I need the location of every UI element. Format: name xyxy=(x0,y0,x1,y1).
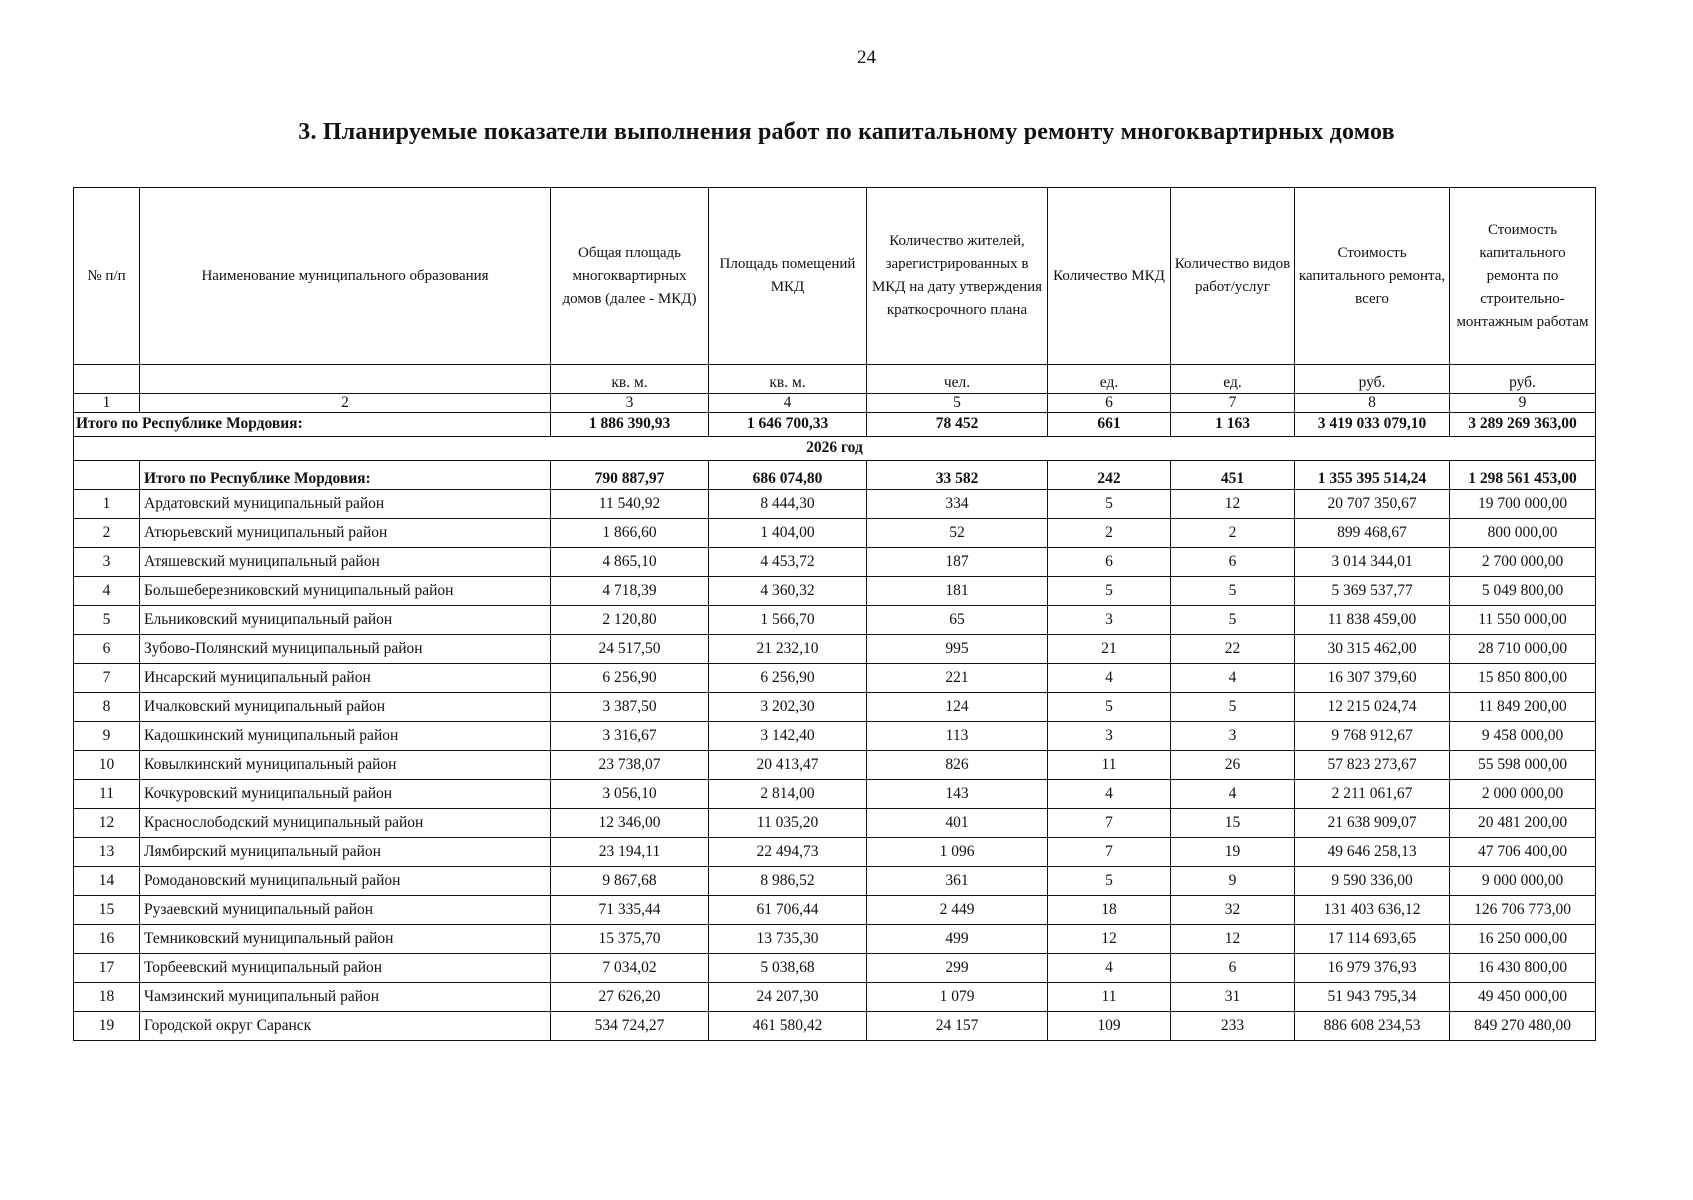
page-number: 24 xyxy=(857,47,876,68)
column-number: 2 xyxy=(140,394,551,413)
year-total-value: 790 887,97 xyxy=(551,461,709,490)
table-cell: 31 xyxy=(1171,983,1295,1012)
table-cell: 11 550 000,00 xyxy=(1450,606,1596,635)
table-cell: 49 450 000,00 xyxy=(1450,983,1596,1012)
table-cell: 9 867,68 xyxy=(551,867,709,896)
table-cell: 3 202,30 xyxy=(709,693,867,722)
table-cell: 20 481 200,00 xyxy=(1450,809,1596,838)
municipality-name: Инсарский муниципальный район xyxy=(140,664,551,693)
table-cell: 20 707 350,67 xyxy=(1295,490,1450,519)
year-total-empty xyxy=(74,461,140,490)
table-cell: 11 849 200,00 xyxy=(1450,693,1596,722)
table-cell: 361 xyxy=(867,867,1048,896)
table-row xyxy=(74,664,1596,693)
units-cell: руб. xyxy=(1450,365,1596,394)
grand-total-value: 1 163 xyxy=(1171,413,1295,437)
table-cell: 15 850 800,00 xyxy=(1450,664,1596,693)
year-total-value: 686 074,80 xyxy=(709,461,867,490)
units-row xyxy=(74,365,1596,394)
year-total-value: 1 298 561 453,00 xyxy=(1450,461,1596,490)
year-total-value: 242 xyxy=(1048,461,1171,490)
header-construction-cost: Стоимость капитального ремонта по строительно-монтажным работам xyxy=(1450,188,1596,365)
municipality-name: Ковылкинский муниципальный район xyxy=(140,751,551,780)
column-number: 3 xyxy=(551,394,709,413)
table-cell: 1 866,60 xyxy=(551,519,709,548)
municipality-name: Кочкуровский муниципальный район xyxy=(140,780,551,809)
table-cell: 21 638 909,07 xyxy=(1295,809,1450,838)
table-row xyxy=(74,722,1596,751)
row-number: 15 xyxy=(74,896,140,925)
table-cell: 5 049 800,00 xyxy=(1450,577,1596,606)
table-cell: 6 xyxy=(1171,954,1295,983)
municipality-name: Атюрьевский муниципальный район xyxy=(140,519,551,548)
table-cell: 461 580,42 xyxy=(709,1012,867,1041)
table-cell: 57 823 273,67 xyxy=(1295,751,1450,780)
row-number: 3 xyxy=(74,548,140,577)
table-cell: 2 xyxy=(1171,519,1295,548)
table-cell: 2 120,80 xyxy=(551,606,709,635)
table-cell: 30 315 462,00 xyxy=(1295,635,1450,664)
table-cell: 3 142,40 xyxy=(709,722,867,751)
year-total-value: 33 582 xyxy=(867,461,1048,490)
table-cell: 7 034,02 xyxy=(551,954,709,983)
grand-total-value: 78 452 xyxy=(867,413,1048,437)
table-cell: 16 430 800,00 xyxy=(1450,954,1596,983)
table-cell: 143 xyxy=(867,780,1048,809)
table-cell: 334 xyxy=(867,490,1048,519)
table-cell: 5 xyxy=(1048,490,1171,519)
table-cell: 13 735,30 xyxy=(709,925,867,954)
table-cell: 1 079 xyxy=(867,983,1048,1012)
table-row xyxy=(74,838,1596,867)
table-cell: 24 517,50 xyxy=(551,635,709,664)
table-cell: 187 xyxy=(867,548,1048,577)
table-cell: 12 xyxy=(1171,925,1295,954)
table-cell: 6 256,90 xyxy=(709,664,867,693)
row-number: 12 xyxy=(74,809,140,838)
table-row xyxy=(74,925,1596,954)
table-cell: 2 700 000,00 xyxy=(1450,548,1596,577)
table-cell: 181 xyxy=(867,577,1048,606)
table-cell: 849 270 480,00 xyxy=(1450,1012,1596,1041)
table-row xyxy=(74,577,1596,606)
table-cell: 8 986,52 xyxy=(709,867,867,896)
table-row xyxy=(74,780,1596,809)
table-row xyxy=(74,606,1596,635)
table-cell: 221 xyxy=(867,664,1048,693)
row-number: 5 xyxy=(74,606,140,635)
table-cell: 4 xyxy=(1171,664,1295,693)
table-cell: 4 xyxy=(1171,780,1295,809)
year-total-row xyxy=(74,461,1596,490)
column-number: 5 xyxy=(867,394,1048,413)
table-row xyxy=(74,1012,1596,1041)
row-number: 10 xyxy=(74,751,140,780)
municipality-name: Большеберезниковский муниципальный район xyxy=(140,577,551,606)
table-cell: 32 xyxy=(1171,896,1295,925)
table-cell: 12 215 024,74 xyxy=(1295,693,1450,722)
table-cell: 17 114 693,65 xyxy=(1295,925,1450,954)
row-number: 11 xyxy=(74,780,140,809)
units-cell: руб. xyxy=(1295,365,1450,394)
row-number: 19 xyxy=(74,1012,140,1041)
header-premises-area: Площадь помещений МКД xyxy=(709,188,867,365)
table-cell: 886 608 234,53 xyxy=(1295,1012,1450,1041)
row-number: 7 xyxy=(74,664,140,693)
table-cell: 5 xyxy=(1171,577,1295,606)
row-number: 18 xyxy=(74,983,140,1012)
year-total-label: Итого по Республике Мордовия: xyxy=(140,461,551,490)
municipality-name: Ардатовский муниципальный район xyxy=(140,490,551,519)
units-cell: чел. xyxy=(867,365,1048,394)
table-row xyxy=(74,809,1596,838)
municipality-name: Рузаевский муниципальный район xyxy=(140,896,551,925)
table-row xyxy=(74,954,1596,983)
table-cell: 11 xyxy=(1048,983,1171,1012)
row-number: 2 xyxy=(74,519,140,548)
table-cell: 800 000,00 xyxy=(1450,519,1596,548)
table-cell: 1 096 xyxy=(867,838,1048,867)
capital-repair-table xyxy=(73,187,1596,1041)
table-cell: 6 256,90 xyxy=(551,664,709,693)
table-row xyxy=(74,751,1596,780)
table-cell: 499 xyxy=(867,925,1048,954)
grand-total-value: 3 289 269 363,00 xyxy=(1450,413,1596,437)
table-cell: 16 979 376,93 xyxy=(1295,954,1450,983)
table-cell: 995 xyxy=(867,635,1048,664)
table-cell: 4 453,72 xyxy=(709,548,867,577)
table-cell: 55 598 000,00 xyxy=(1450,751,1596,780)
table-cell: 124 xyxy=(867,693,1048,722)
municipality-name: Кадошкинский муниципальный район xyxy=(140,722,551,751)
table-cell: 11 540,92 xyxy=(551,490,709,519)
table-row xyxy=(74,519,1596,548)
table-row xyxy=(74,635,1596,664)
table-cell: 6 xyxy=(1048,548,1171,577)
table-cell: 126 706 773,00 xyxy=(1450,896,1596,925)
table-cell: 21 232,10 xyxy=(709,635,867,664)
table-row xyxy=(74,867,1596,896)
grand-total-row xyxy=(74,413,1596,437)
table-cell: 5 xyxy=(1171,693,1295,722)
table-cell: 4 xyxy=(1048,780,1171,809)
table-cell: 4 360,32 xyxy=(709,577,867,606)
table-cell: 233 xyxy=(1171,1012,1295,1041)
year-label: 2026 год xyxy=(74,437,1596,461)
table-cell: 24 157 xyxy=(867,1012,1048,1041)
table-row xyxy=(74,896,1596,925)
table-cell: 52 xyxy=(867,519,1048,548)
table-cell: 71 335,44 xyxy=(551,896,709,925)
table-cell: 18 xyxy=(1048,896,1171,925)
row-number: 14 xyxy=(74,867,140,896)
table-cell: 3 xyxy=(1048,606,1171,635)
table-cell: 12 xyxy=(1171,490,1295,519)
table-cell: 826 xyxy=(867,751,1048,780)
municipality-name: Ромодановский муниципальный район xyxy=(140,867,551,896)
column-numbers-row xyxy=(74,394,1596,413)
units-cell: ед. xyxy=(1171,365,1295,394)
municipality-name: Лямбирский муниципальный район xyxy=(140,838,551,867)
table-cell: 5 038,68 xyxy=(709,954,867,983)
municipality-name: Ельниковский муниципальный район xyxy=(140,606,551,635)
table-row xyxy=(74,693,1596,722)
table-cell: 15 xyxy=(1171,809,1295,838)
table-cell: 23 194,11 xyxy=(551,838,709,867)
header-total-cost: Стоимость капитального ремонта, всего xyxy=(1295,188,1450,365)
municipality-name: Темниковский муниципальный район xyxy=(140,925,551,954)
units-cell: ед. xyxy=(1048,365,1171,394)
column-number: 8 xyxy=(1295,394,1450,413)
grand-total-value: 1 886 390,93 xyxy=(551,413,709,437)
table-cell: 22 494,73 xyxy=(709,838,867,867)
table-cell: 28 710 000,00 xyxy=(1450,635,1596,664)
column-number: 1 xyxy=(74,394,140,413)
table-cell: 2 000 000,00 xyxy=(1450,780,1596,809)
table-cell: 5 xyxy=(1171,606,1295,635)
table-cell: 5 369 537,77 xyxy=(1295,577,1450,606)
table-cell: 3 056,10 xyxy=(551,780,709,809)
table-cell: 5 xyxy=(1048,867,1171,896)
column-number: 7 xyxy=(1171,394,1295,413)
table-cell: 7 xyxy=(1048,838,1171,867)
table-cell: 22 xyxy=(1171,635,1295,664)
column-number: 9 xyxy=(1450,394,1596,413)
municipality-name: Атяшевский муниципальный район xyxy=(140,548,551,577)
table-cell: 51 943 795,34 xyxy=(1295,983,1450,1012)
table-cell: 61 706,44 xyxy=(709,896,867,925)
header-num: № п/п xyxy=(74,188,140,365)
table-cell: 20 413,47 xyxy=(709,751,867,780)
table-cell: 131 403 636,12 xyxy=(1295,896,1450,925)
row-number: 16 xyxy=(74,925,140,954)
table-cell: 47 706 400,00 xyxy=(1450,838,1596,867)
table-cell: 11 838 459,00 xyxy=(1295,606,1450,635)
table-cell: 5 xyxy=(1048,577,1171,606)
row-number: 1 xyxy=(74,490,140,519)
year-total-value: 451 xyxy=(1171,461,1295,490)
table-cell: 4 718,39 xyxy=(551,577,709,606)
table-cell: 3 xyxy=(1171,722,1295,751)
municipality-name: Торбеевский муниципальный район xyxy=(140,954,551,983)
row-number: 4 xyxy=(74,577,140,606)
table-cell: 3 xyxy=(1048,722,1171,751)
table-cell: 3 014 344,01 xyxy=(1295,548,1450,577)
header-buildings-count: Количество МКД xyxy=(1048,188,1171,365)
header-work-types: Количество видов работ/услуг xyxy=(1171,188,1295,365)
units-cell: кв. м. xyxy=(551,365,709,394)
table-cell: 19 700 000,00 xyxy=(1450,490,1596,519)
table-cell: 5 xyxy=(1048,693,1171,722)
table-row xyxy=(74,548,1596,577)
table-cell: 9 768 912,67 xyxy=(1295,722,1450,751)
municipality-name: Городской округ Саранск xyxy=(140,1012,551,1041)
table-cell: 2 814,00 xyxy=(709,780,867,809)
municipality-name: Ичалковский муниципальный район xyxy=(140,693,551,722)
table-cell: 16 307 379,60 xyxy=(1295,664,1450,693)
table-cell: 1 566,70 xyxy=(709,606,867,635)
table-cell: 6 xyxy=(1171,548,1295,577)
table-cell: 299 xyxy=(867,954,1048,983)
table-cell: 16 250 000,00 xyxy=(1450,925,1596,954)
table-cell: 65 xyxy=(867,606,1048,635)
table-cell: 9 000 000,00 xyxy=(1450,867,1596,896)
grand-total-value: 1 646 700,33 xyxy=(709,413,867,437)
table-cell: 3 387,50 xyxy=(551,693,709,722)
table-cell: 899 468,67 xyxy=(1295,519,1450,548)
table-cell: 9 xyxy=(1171,867,1295,896)
table-cell: 49 646 258,13 xyxy=(1295,838,1450,867)
column-number: 6 xyxy=(1048,394,1171,413)
header-residents: Количество жителей, зарегистрированных в МКД на дату утверждения краткосрочного плана xyxy=(867,188,1048,365)
header-municipality: Наименование муниципального образования xyxy=(140,188,551,365)
table-cell: 7 xyxy=(1048,809,1171,838)
units-cell: кв. м. xyxy=(709,365,867,394)
table-cell: 8 444,30 xyxy=(709,490,867,519)
table-cell: 26 xyxy=(1171,751,1295,780)
row-number: 17 xyxy=(74,954,140,983)
column-number: 4 xyxy=(709,394,867,413)
page-title: 3. Планируемые показатели выполнения работ по капитальному ремонту многоквартирных домов xyxy=(298,119,1395,145)
table-cell: 2 xyxy=(1048,519,1171,548)
table-row xyxy=(74,983,1596,1012)
municipality-name: Чамзинский муниципальный район xyxy=(140,983,551,1012)
grand-total-value: 3 419 033 079,10 xyxy=(1295,413,1450,437)
table-cell: 19 xyxy=(1171,838,1295,867)
table-cell: 24 207,30 xyxy=(709,983,867,1012)
table-cell: 9 458 000,00 xyxy=(1450,722,1596,751)
table-cell: 9 590 336,00 xyxy=(1295,867,1450,896)
row-number: 6 xyxy=(74,635,140,664)
row-number: 9 xyxy=(74,722,140,751)
table-cell: 4 xyxy=(1048,954,1171,983)
table-cell: 2 211 061,67 xyxy=(1295,780,1450,809)
units-cell xyxy=(140,365,551,394)
table-cell: 21 xyxy=(1048,635,1171,664)
table-cell: 109 xyxy=(1048,1012,1171,1041)
table-row xyxy=(74,490,1596,519)
year-total-value: 1 355 395 514,24 xyxy=(1295,461,1450,490)
table-cell: 23 738,07 xyxy=(551,751,709,780)
table-cell: 1 404,00 xyxy=(709,519,867,548)
table-cell: 113 xyxy=(867,722,1048,751)
row-number: 8 xyxy=(74,693,140,722)
units-cell xyxy=(74,365,140,394)
table-cell: 11 xyxy=(1048,751,1171,780)
table-cell: 401 xyxy=(867,809,1048,838)
municipality-name: Краснослободский муниципальный район xyxy=(140,809,551,838)
table-cell: 3 316,67 xyxy=(551,722,709,751)
table-cell: 12 xyxy=(1048,925,1171,954)
table-cell: 534 724,27 xyxy=(551,1012,709,1041)
table-cell: 4 865,10 xyxy=(551,548,709,577)
row-number: 13 xyxy=(74,838,140,867)
grand-total-value: 661 xyxy=(1048,413,1171,437)
grand-total-label: Итого по Республике Мордовия: xyxy=(74,413,551,437)
table-cell: 2 449 xyxy=(867,896,1048,925)
table-cell: 11 035,20 xyxy=(709,809,867,838)
table-cell: 12 346,00 xyxy=(551,809,709,838)
municipality-name: Зубово-Полянский муниципальный район xyxy=(140,635,551,664)
table-cell: 15 375,70 xyxy=(551,925,709,954)
header-total-area: Общая площадь многоквартирных домов (далее - МКД) xyxy=(551,188,709,365)
table-cell: 4 xyxy=(1048,664,1171,693)
year-row xyxy=(74,437,1596,461)
table-cell: 27 626,20 xyxy=(551,983,709,1012)
